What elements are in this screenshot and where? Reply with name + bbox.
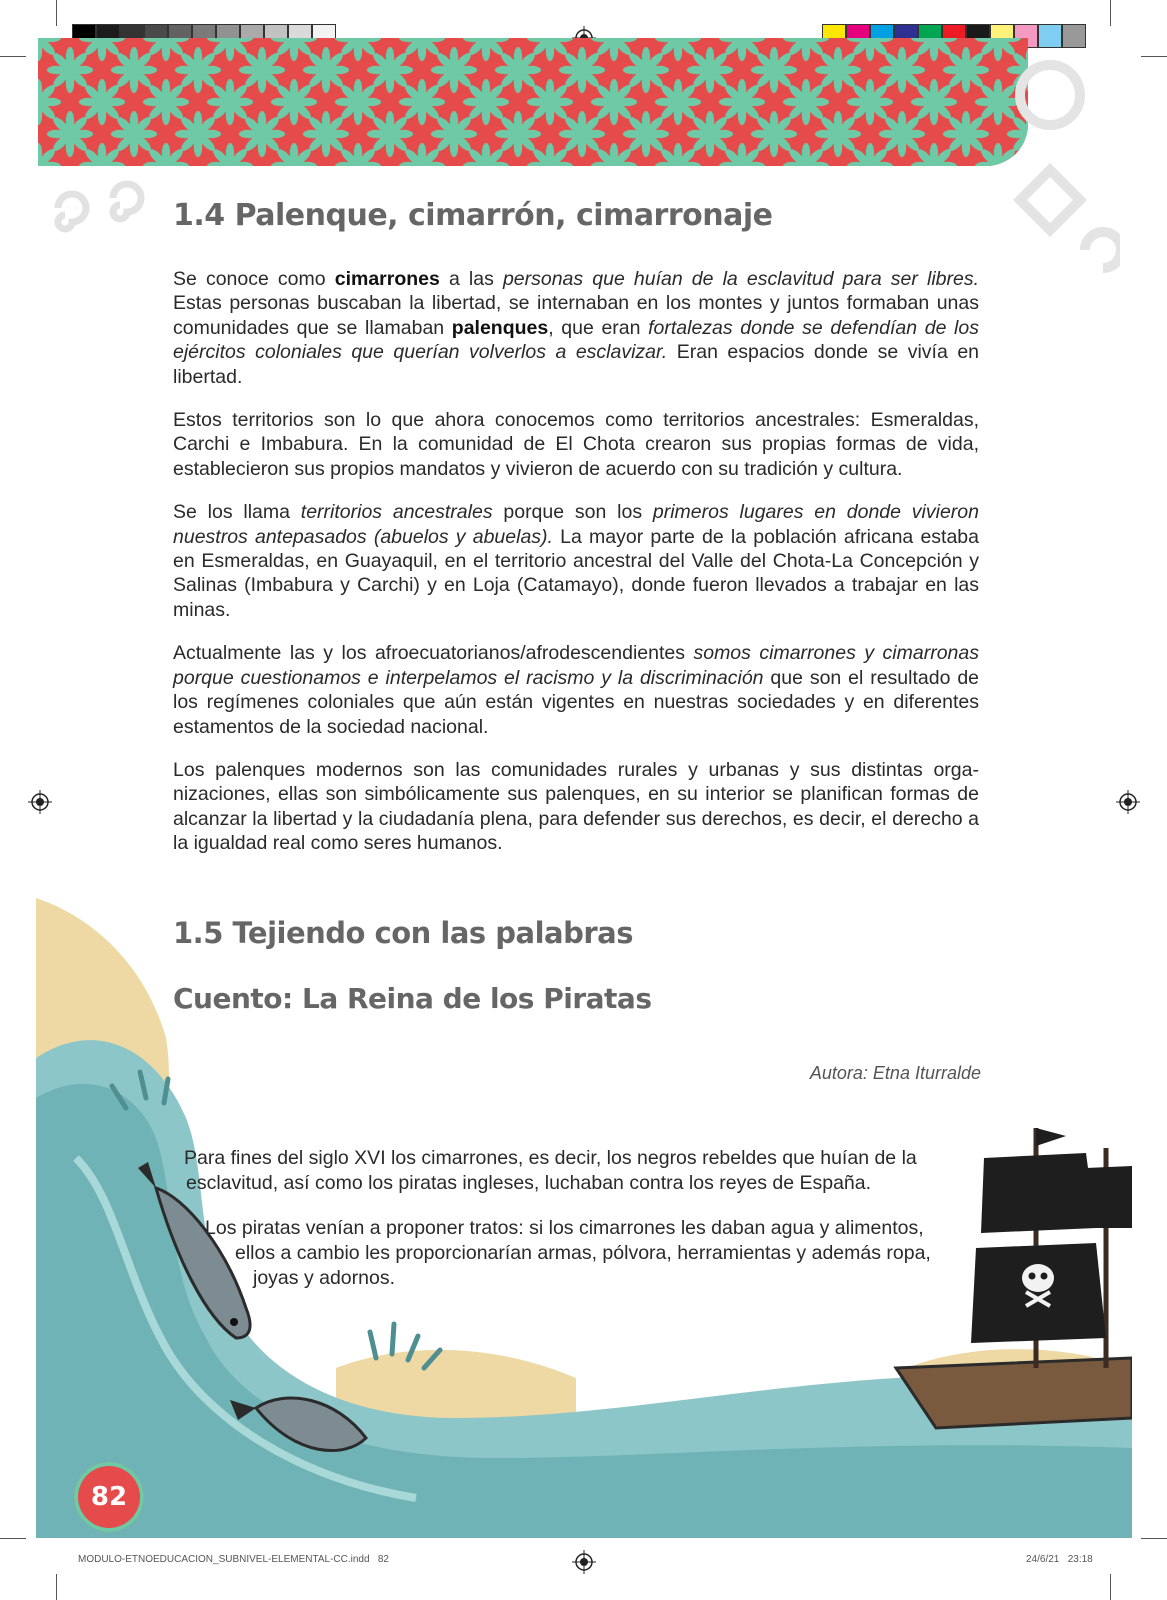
crop-mark — [1110, 1574, 1111, 1600]
print-slug-date: 24/6/21 23:18 — [1026, 1554, 1093, 1565]
text-run: que son el resultado de los regímenes coloniales que aún están vigentes en nuestras sociedades y en diferentes estamentos de la sociedad nacional. — [173, 666, 980, 738]
text-run: Actualmente las y los afroecuatorianos/afrodescendientes — [173, 642, 694, 665]
page-number-badge — [74, 1462, 144, 1532]
text-run: Los palenques modernos son las comunidades rurales y urbanas y sus distintas organizaciones, ellas son simbólicamente sus palenques, en su interior se planifican formas de alcanzar la libertad y la ciudadanía plena, para defender sus derechos, es decir, el derecho a la igualdad real como seres humanos. — [173, 758, 979, 855]
story-line: esclavitud, así como los piratas ingleses, luchaban contra los reyes de España. — [186, 1172, 872, 1194]
paragraph — [173, 267, 979, 389]
page-number: 82 — [90, 1482, 128, 1512]
text-run: , que eran — [548, 316, 649, 339]
emphasis-text: personas que huían de la esclavitud para ser libres. — [502, 268, 979, 290]
text-run: Se conoce como — [173, 268, 335, 290]
section-1-4-body — [173, 267, 979, 875]
pirate-ship-icon — [896, 1128, 1132, 1428]
story-line: Los piratas venían a proponer tratos: si los cimarrones les daban agua y alimentos, — [205, 1217, 924, 1239]
registration-mark-icon — [28, 790, 52, 814]
bold-term: palenques — [451, 316, 549, 339]
emphasis-text: fortalezas donde se defendían de los ejércitos coloniales que querían volverlos a esclavizar. — [173, 316, 979, 364]
paragraph — [173, 758, 979, 856]
emphasis-text: somos cimarrones y cimarronas porque cuestionamos e interpelamos el racismo y la discriminación — [173, 642, 979, 689]
header-pattern-band — [38, 38, 1028, 166]
registration-mark-icon — [1116, 790, 1140, 814]
text-run: Estos territorios son lo que ahora conocemos como territorios ancestrales: Esmeraldas, Carchi e Imbabura. En la comunidad de El Chota crearon sus propias formas de vida, establecieron sus propios mandatos y vivieron de acuerdo con su tradición y cultura. — [173, 409, 979, 480]
crop-mark — [1141, 56, 1167, 57]
text-run: Estas personas buscaban la libertad, se internaban en los montes y juntos formaban unas comunidades que se llamaban — [173, 292, 979, 339]
decorative-swirl-ornament — [38, 168, 158, 248]
crop-mark — [1110, 0, 1111, 26]
paragraph — [173, 641, 979, 739]
story-line: Para fines del siglo XVI los cimarrones, es decir, los negros rebeldes que huían de la — [184, 1147, 917, 1169]
text-run: Eran espacios donde se vivía en libertad. — [173, 341, 980, 388]
story-line: ellos a cambio les proporcionarían armas, pólvora, herramientas y además ropa, — [235, 1242, 931, 1264]
crop-mark — [0, 1538, 26, 1539]
bold-term: cimarrones — [334, 268, 440, 290]
decorative-swirl-ornament — [990, 50, 1120, 280]
crop-mark — [1141, 1538, 1167, 1539]
text-run: a las — [439, 268, 503, 290]
story-author: Autora: Etna Iturralde — [809, 1063, 981, 1083]
section-title-1-4: 1.4 Palenque, cimarrón, cimarronaje — [173, 198, 773, 233]
text-run: porque son los — [492, 501, 653, 524]
emphasis-text: primeros lugares en donde vivieron nuestros antepasados (abuelos y abuelas). — [173, 501, 979, 548]
crop-mark — [56, 0, 57, 26]
story-line: joyas y adornos. — [253, 1267, 395, 1289]
text-run: La mayor parte de la población africana estaba en Esmeraldas, en Guayaquil, en el territorio ancestral del Valle del Chota-La Concepción y Salinas (Imbabura y Carchi) y en Loja (Catamayo), donde fueron llevados a trabajar en las minas. — [173, 525, 979, 621]
print-slug-file: MODULO-ETNOEDUCACION_SUBNIVEL-ELEMENTAL-CC.indd 82 — [78, 1554, 389, 1565]
section-title-1-5: 1.5 Tejiendo con las palabras — [173, 916, 633, 950]
story-title: Cuento: La Reina de los Piratas — [173, 982, 652, 1015]
text-run: Se los llama — [173, 501, 301, 524]
paragraph — [173, 408, 979, 481]
paragraph — [173, 500, 979, 622]
emphasis-text: territorios ancestrales — [300, 501, 493, 524]
crop-mark — [0, 56, 26, 57]
crop-mark — [56, 1574, 57, 1600]
registration-mark-icon — [572, 1550, 596, 1574]
